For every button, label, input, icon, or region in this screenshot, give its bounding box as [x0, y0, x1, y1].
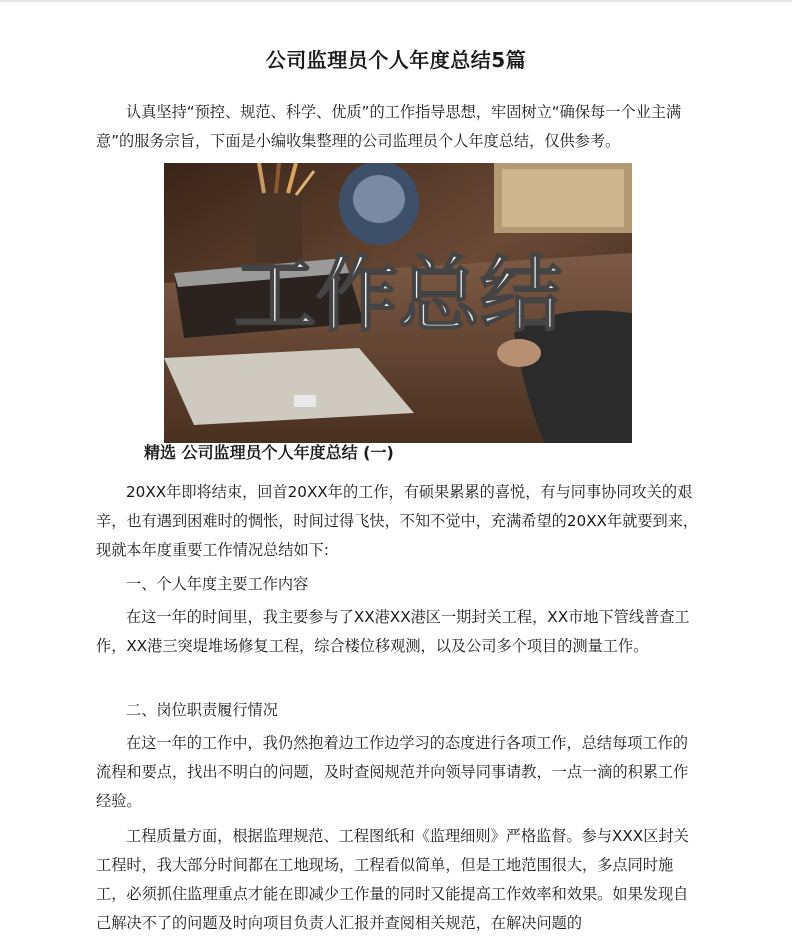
body-paragraph-4: 工程质量方面，根据监理规范、工程图纸和《监理细则》严格监督。参与XXX区封关工程时，我大部分时间都在工地现场，工程看似简单，但是工地范围很大，多点同时施工，必须抓住监理重点才能在即减少工作量的同时又能提高工作效率和效果。如果发现自己解决不了的问题及时向项目负责人汇报并查阅相关规范，在解决问题的: [96, 827, 689, 932]
section-title: 精选 公司监理员个人年度总结 (一): [144, 443, 394, 462]
desk-photo-image: [164, 163, 632, 443]
body-paragraph-1: 20XX年即将结束，回首20XX年的工作，有硕果累累的喜悦，有与同事协同攻关的艰辛，也有遇到困难时的惆怅，时间过得飞快，不知不觉中，充满希望的20XX年就要到来，现就本年度重要工作情况总结如下:: [96, 483, 699, 559]
subheading-2: 二、岗位职责履行情况: [126, 701, 278, 719]
page-title: 公司监理员个人年度总结5篇: [265, 48, 527, 72]
body-paragraph-2: 在这一年的时间里，我主要参与了XX港XX港区一期封关工程，XX市地下管线普查工作，XX港三突堤堆场修复工程，综合楼位移观测，以及公司多个项目的测量工作。: [96, 608, 690, 655]
subheading-1: 一、个人年度主要工作内容: [126, 575, 309, 593]
image-overlay-text: 工作总结: [233, 248, 563, 343]
body-paragraph-3: 在这一年的工作中，我仍然抱着边工作边学习的态度进行各项工作，总结每项工作的流程和要点，找出不明白的问题，及时查阅规范并向领导同事请教，一点一滴的积累工作经验。: [96, 734, 689, 810]
top-divider: [0, 0, 792, 2]
intro-paragraph: 认真坚持“预控、规范、科学、优质”的工作指导思想，牢固树立“确保每一个业主满意”的服务宗旨，下面是小编收集整理的公司监理员个人年度总结，仅供参考。: [96, 103, 682, 150]
